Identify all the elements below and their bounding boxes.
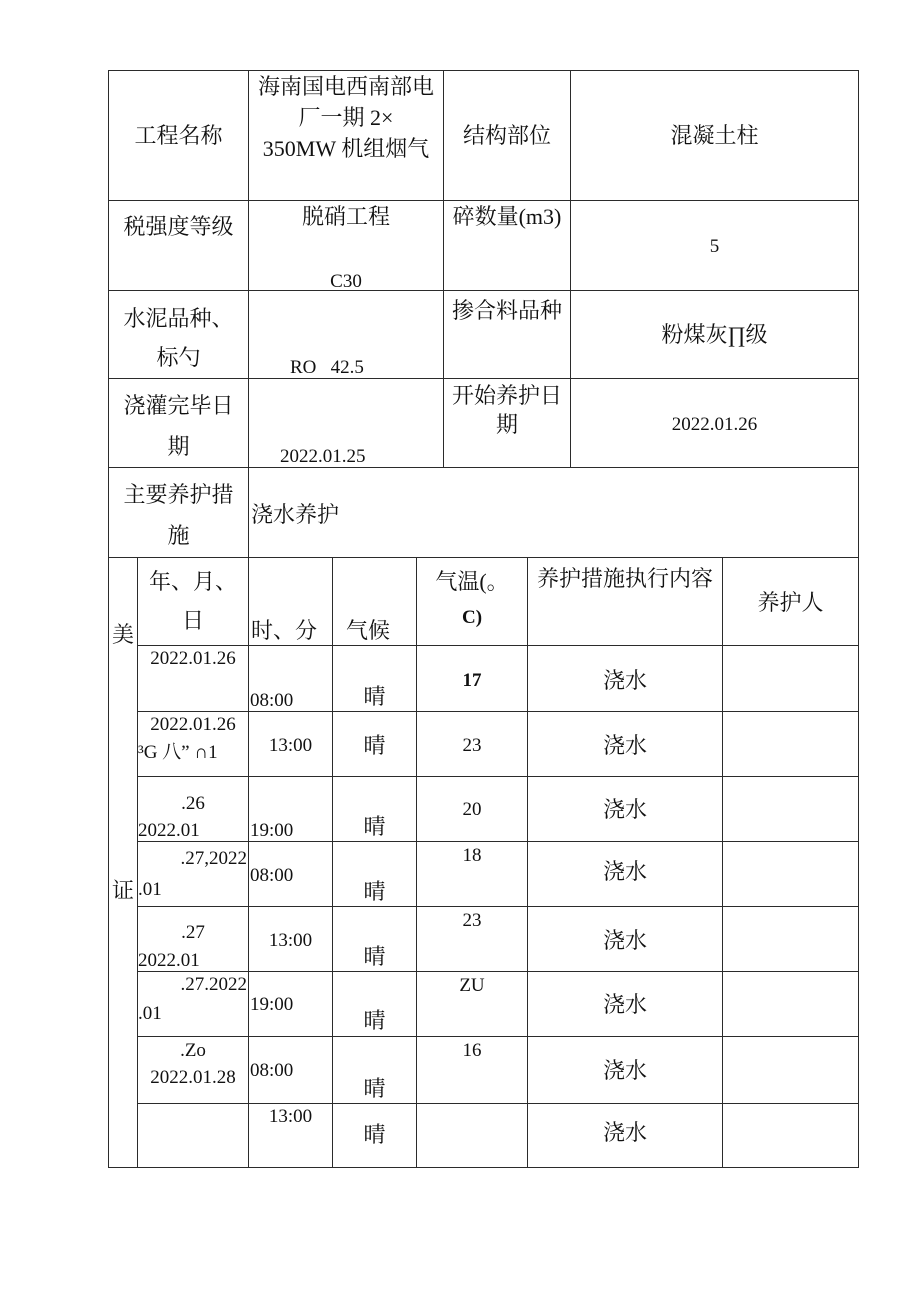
- measures-value-cell: [248, 467, 859, 558]
- curing-content-cell: [527, 1103, 723, 1168]
- date-text: 2022.01.28: [150, 1067, 236, 1088]
- log-side-label-bottom: 证: [111, 878, 134, 903]
- cement-label-line: 水泥品种、: [123, 306, 234, 331]
- header-time-cell: [248, 557, 333, 646]
- weather-text: 晴: [363, 1076, 386, 1101]
- temperature-cell: [416, 971, 528, 1037]
- date-text: 2022.01.26: [150, 648, 236, 669]
- temperature-cell: [416, 841, 528, 907]
- date-text: .01: [138, 879, 162, 900]
- curing-start-label-line: 开始养护日: [451, 383, 562, 408]
- grade-label: 税强度等级: [123, 214, 234, 239]
- date-cell: [137, 1103, 249, 1168]
- project-label: 工程名称: [134, 123, 223, 148]
- time-text: 08:00: [250, 865, 294, 886]
- measures-value: 浇水养护: [251, 502, 340, 527]
- header-date-line: 日: [181, 608, 204, 633]
- log-side-label-top: 美: [111, 622, 134, 647]
- temperature-text: 18: [462, 845, 482, 866]
- weather-cell: [332, 711, 417, 777]
- admixture-label: 掺合料品种: [451, 298, 562, 323]
- date-cell: [137, 776, 249, 842]
- admixture-value: 粉煤灰∏级: [661, 322, 768, 347]
- curing-content-text: 浇水: [602, 859, 647, 884]
- weather-text: 晴: [363, 684, 386, 709]
- caretaker-cell: [722, 645, 859, 712]
- curing-start-value-cell: [570, 378, 859, 468]
- pour-end-label-line: 期: [167, 434, 190, 459]
- pour-end-value-cell: [248, 378, 444, 468]
- curing-content-text: 浇水: [602, 928, 647, 953]
- admixture-label-cell: [443, 290, 571, 379]
- temperature-cell: [416, 1103, 528, 1168]
- time-cell: [248, 841, 333, 907]
- curing-content-cell: [527, 776, 723, 842]
- date-cell: [137, 1036, 249, 1104]
- structure-label: 结构部位: [462, 123, 551, 148]
- header-weather-cell: [332, 557, 417, 646]
- caretaker-cell: [722, 1036, 859, 1104]
- pour-end-label-line: 浇灌完毕日: [123, 393, 234, 418]
- date-text: 2022.01: [138, 950, 200, 971]
- caretaker-cell: [722, 906, 859, 972]
- temperature-text: 17: [462, 670, 482, 691]
- curing-content-cell: [527, 711, 723, 777]
- caretaker-cell: [722, 776, 859, 842]
- weather-text: 晴: [363, 1008, 386, 1033]
- weather-text: 晴: [363, 879, 386, 904]
- date-cell: [137, 841, 249, 907]
- curing-content-cell: [527, 906, 723, 972]
- time-cell: [248, 645, 333, 712]
- time-text: 13:00: [268, 735, 313, 756]
- curing-start-label-cell: [443, 378, 571, 468]
- date-text: 2022.01.26: [150, 714, 236, 735]
- weather-text: 晴: [363, 1122, 386, 1147]
- admixture-value-cell: [570, 290, 859, 379]
- date-cell: [137, 971, 249, 1037]
- curing-content-text: 浇水: [602, 668, 647, 693]
- date-text: ³G 八” ∩1: [138, 742, 218, 763]
- structure-value-cell: [570, 70, 859, 201]
- time-cell: [248, 776, 333, 842]
- curing-content-text: 浇水: [602, 1058, 647, 1083]
- date-text: .27,2022: [180, 848, 247, 869]
- curing-content-text: 浇水: [602, 797, 647, 822]
- header-content: 养护措施执行内容: [536, 566, 713, 591]
- header-time: 时、分: [251, 618, 318, 643]
- header-content-cell: [527, 557, 723, 646]
- cement-label-cell: [108, 290, 249, 379]
- date-text: .27: [181, 922, 205, 943]
- project-label-cell: [108, 70, 249, 201]
- time-cell: [248, 1036, 333, 1104]
- header-date-cell: [137, 557, 249, 646]
- time-text: 13:00: [268, 1106, 313, 1127]
- project-value-line: 350MW 机组烟气: [262, 136, 430, 161]
- weather-cell: [332, 906, 417, 972]
- time-text: 19:00: [250, 994, 294, 1015]
- measures-label-line: 主要养护措: [123, 482, 234, 507]
- cement-value-cell: [248, 290, 444, 379]
- project-value-line: 海南国电西南部电: [257, 74, 434, 99]
- grade-value-cell: [248, 200, 444, 291]
- caretaker-cell: [722, 711, 859, 777]
- caretaker-cell: [722, 841, 859, 907]
- curing-content-cell: [527, 971, 723, 1037]
- temperature-cell: [416, 776, 528, 842]
- project-value-continued: 脱硝工程: [301, 204, 390, 229]
- header-temperature-line: C): [461, 607, 483, 628]
- project-value-line: 厂一期 2×: [298, 105, 394, 130]
- weather-cell: [332, 1036, 417, 1104]
- cement-label-line: 标勺: [156, 345, 201, 370]
- curing-start-value: 2022.01.26: [671, 414, 758, 435]
- time-cell: [248, 1103, 333, 1168]
- date-cell: [137, 711, 249, 777]
- time-text: 13:00: [268, 930, 313, 951]
- temperature-cell: [416, 711, 528, 777]
- weather-cell: [332, 841, 417, 907]
- date-cell: [137, 645, 249, 712]
- pour-end-label-cell: [108, 378, 249, 468]
- curing-content-cell: [527, 841, 723, 907]
- pour-end-value: 2022.01.25: [280, 446, 366, 467]
- curing-start-label-line: 期: [495, 412, 518, 437]
- curing-content-text: 浇水: [602, 733, 647, 758]
- date-text: .27.2022: [180, 974, 247, 995]
- header-person: 养护人: [757, 590, 824, 615]
- weather-text: 晴: [363, 733, 386, 758]
- measures-label-line: 施: [167, 523, 190, 548]
- temperature-text: 23: [462, 910, 482, 931]
- volume-value: 5: [709, 236, 720, 257]
- time-cell: [248, 971, 333, 1037]
- time-text: 19:00: [250, 820, 294, 841]
- time-cell: [248, 711, 333, 777]
- curing-content-text: 浇水: [602, 992, 647, 1017]
- curing-content-cell: [527, 645, 723, 712]
- header-temperature-cell: [416, 557, 528, 646]
- caretaker-cell: [722, 1103, 859, 1168]
- caretaker-cell: [722, 971, 859, 1037]
- weather-text: 晴: [363, 944, 386, 969]
- temperature-text: ZU: [459, 975, 485, 996]
- volume-value-cell: [570, 200, 859, 291]
- project-value-cell: [248, 70, 444, 201]
- volume-label: 碎数量(m3): [452, 204, 562, 229]
- time-text: 08:00: [250, 1060, 294, 1081]
- header-person-cell: [722, 557, 859, 646]
- log-side-cell: [108, 557, 138, 1168]
- temperature-cell: [416, 1036, 528, 1104]
- measures-label-cell: [108, 467, 249, 558]
- weather-cell: [332, 776, 417, 842]
- curing-content-text: 浇水: [602, 1120, 647, 1145]
- header-temperature-line: 气温(。: [435, 569, 509, 594]
- weather-cell: [332, 1103, 417, 1168]
- time-text: 08:00: [250, 690, 294, 711]
- header-date-line: 年、月、: [148, 569, 237, 594]
- volume-label-cell: [443, 200, 571, 291]
- temperature-text: 20: [462, 799, 482, 820]
- date-cell: [137, 906, 249, 972]
- date-text: .26: [181, 793, 205, 814]
- date-text: 2022.01: [138, 820, 200, 841]
- weather-cell: [332, 971, 417, 1037]
- date-text: .01: [138, 1003, 162, 1024]
- weather-cell: [332, 645, 417, 712]
- cement-value: RO 42.5: [290, 357, 364, 378]
- curing-content-cell: [527, 1036, 723, 1104]
- grade-value: C30: [330, 271, 362, 292]
- temperature-cell: [416, 906, 528, 972]
- structure-label-cell: [443, 70, 571, 201]
- header-weather: 气候: [346, 618, 391, 643]
- weather-text: 晴: [363, 814, 386, 839]
- temperature-text: 23: [462, 735, 482, 756]
- temperature-cell: [416, 645, 528, 712]
- date-text: .Zo: [180, 1040, 206, 1061]
- structure-value: 混凝土柱: [670, 123, 759, 148]
- temperature-text: 16: [462, 1040, 482, 1061]
- time-cell: [248, 906, 333, 972]
- grade-label-cell: [108, 200, 249, 291]
